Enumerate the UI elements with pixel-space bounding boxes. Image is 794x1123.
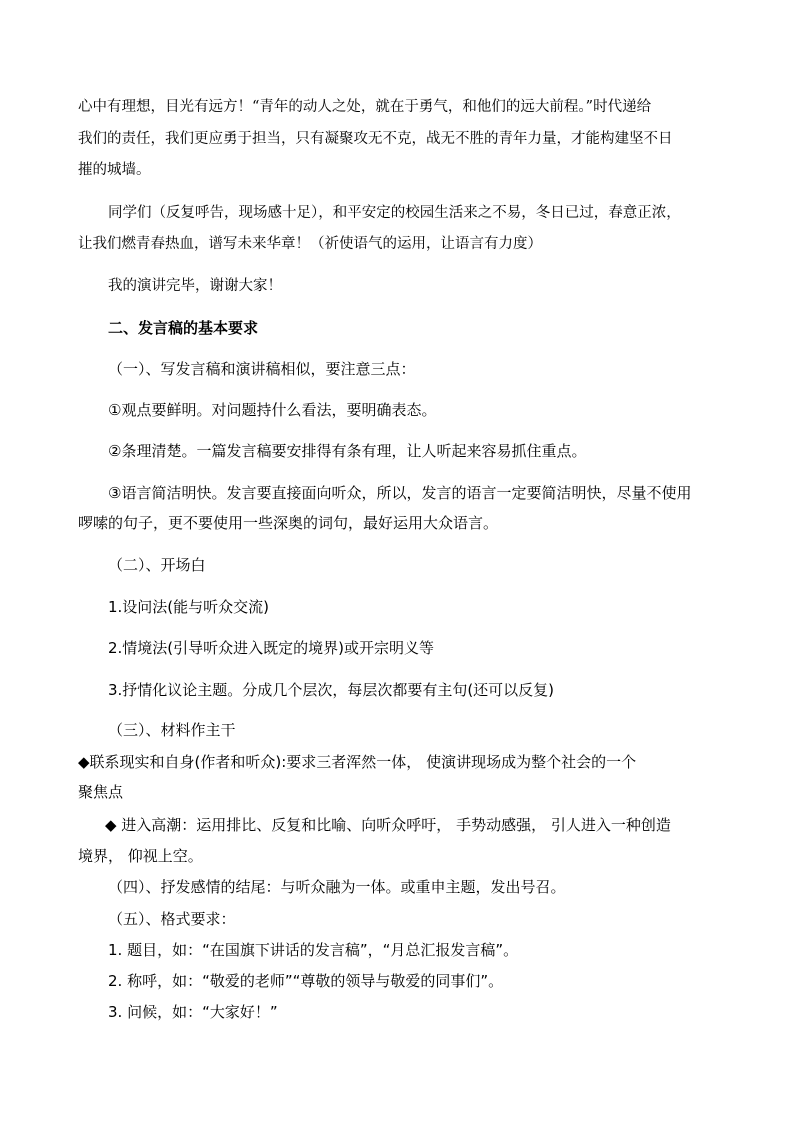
intro-para1-line1: 心中有理想，目光有远方！“青年的动人之处，就在于勇气，和他们的远大前程。”时代递给	[78, 99, 652, 115]
closing-line: 我的演讲完毕，谢谢大家！	[108, 278, 282, 294]
part4-heading: （四）、抒发感情的结尾：与听众融为一体。或重申主题，发出号召。	[108, 878, 566, 896]
part2-heading: （二）、开场白	[108, 556, 206, 574]
part1-point3-line1: ③语言简洁明快。发言要直接面向听众，所以，发言的语言一定要简洁明快，尽量不使用	[108, 484, 692, 502]
section-title: 二、发言稿的基本要求	[108, 319, 259, 337]
part5-heading: （五）、格式要求：	[108, 910, 236, 928]
part3-bullet1-line1: ◆联系现实和自身(作者和听众):要求三者浑然一体， 使演讲现场成为整个社会的一个	[78, 753, 637, 771]
part5-item3: 3. 问候，如：“大家好！”	[108, 1003, 278, 1021]
part1-point1: ①观点要鲜明。对问题持什么看法，要明确表态。	[108, 401, 437, 419]
part1-heading: （一）、写发言稿和演讲稿相似，要注意三点：	[108, 360, 416, 378]
part1-point3-line2: 啰嗦的句子，更不要使用一些深奥的词句，最好运用大众语言。	[78, 514, 499, 532]
intro-para2-line2: 让我们燃青春热血，谱写未来华章！（祈使语气的运用，让语言有力度）	[78, 236, 542, 252]
part3-bullet2-line2: 境界， 仰视上空。	[78, 847, 203, 865]
intro-para2-line1: 同学们（反复呼告，现场感十足），和平安定的校园生活来之不易，冬日已过，春意正浓，	[108, 205, 681, 221]
part2-item2: 2.情境法(引导听众进入既定的境界)或开宗明义等	[108, 639, 435, 657]
part1-point2: ②条理清楚。一篇发言稿要安排得有条有理，让人听起来容易抓住重点。	[108, 442, 587, 460]
part3-bullet1-line2: 聚焦点	[78, 783, 124, 801]
part3-heading: （三）、材料作主干	[108, 721, 236, 739]
part2-item3: 3.抒情化议论主题。分成几个层次，每层次都要有主句(还可以反复)	[108, 681, 555, 699]
intro-para1-line2: 我们的责任，我们更应勇于担当，只有凝聚攻无不克，战无不胜的青年力量，才能构建坚不日	[78, 131, 673, 147]
part5-item1: 1. 题目，如：“在国旗下讲话的发言稿”，“月总汇报发言稿”。	[108, 941, 519, 959]
part2-item1: 1.设问法(能与听众交流)	[108, 598, 270, 616]
intro-para1-line3: 摧的城墙。	[78, 162, 151, 178]
part5-item2: 2. 称呼，如：“敬爱的老师”“尊敬的领导与敬爱的同事们”。	[108, 972, 504, 990]
part3-bullet2-line1: ◆ 进入高潮：运用排比、反复和比喻、向听众呼吁， 手势动感强， 引人进入一种创造	[105, 816, 671, 834]
